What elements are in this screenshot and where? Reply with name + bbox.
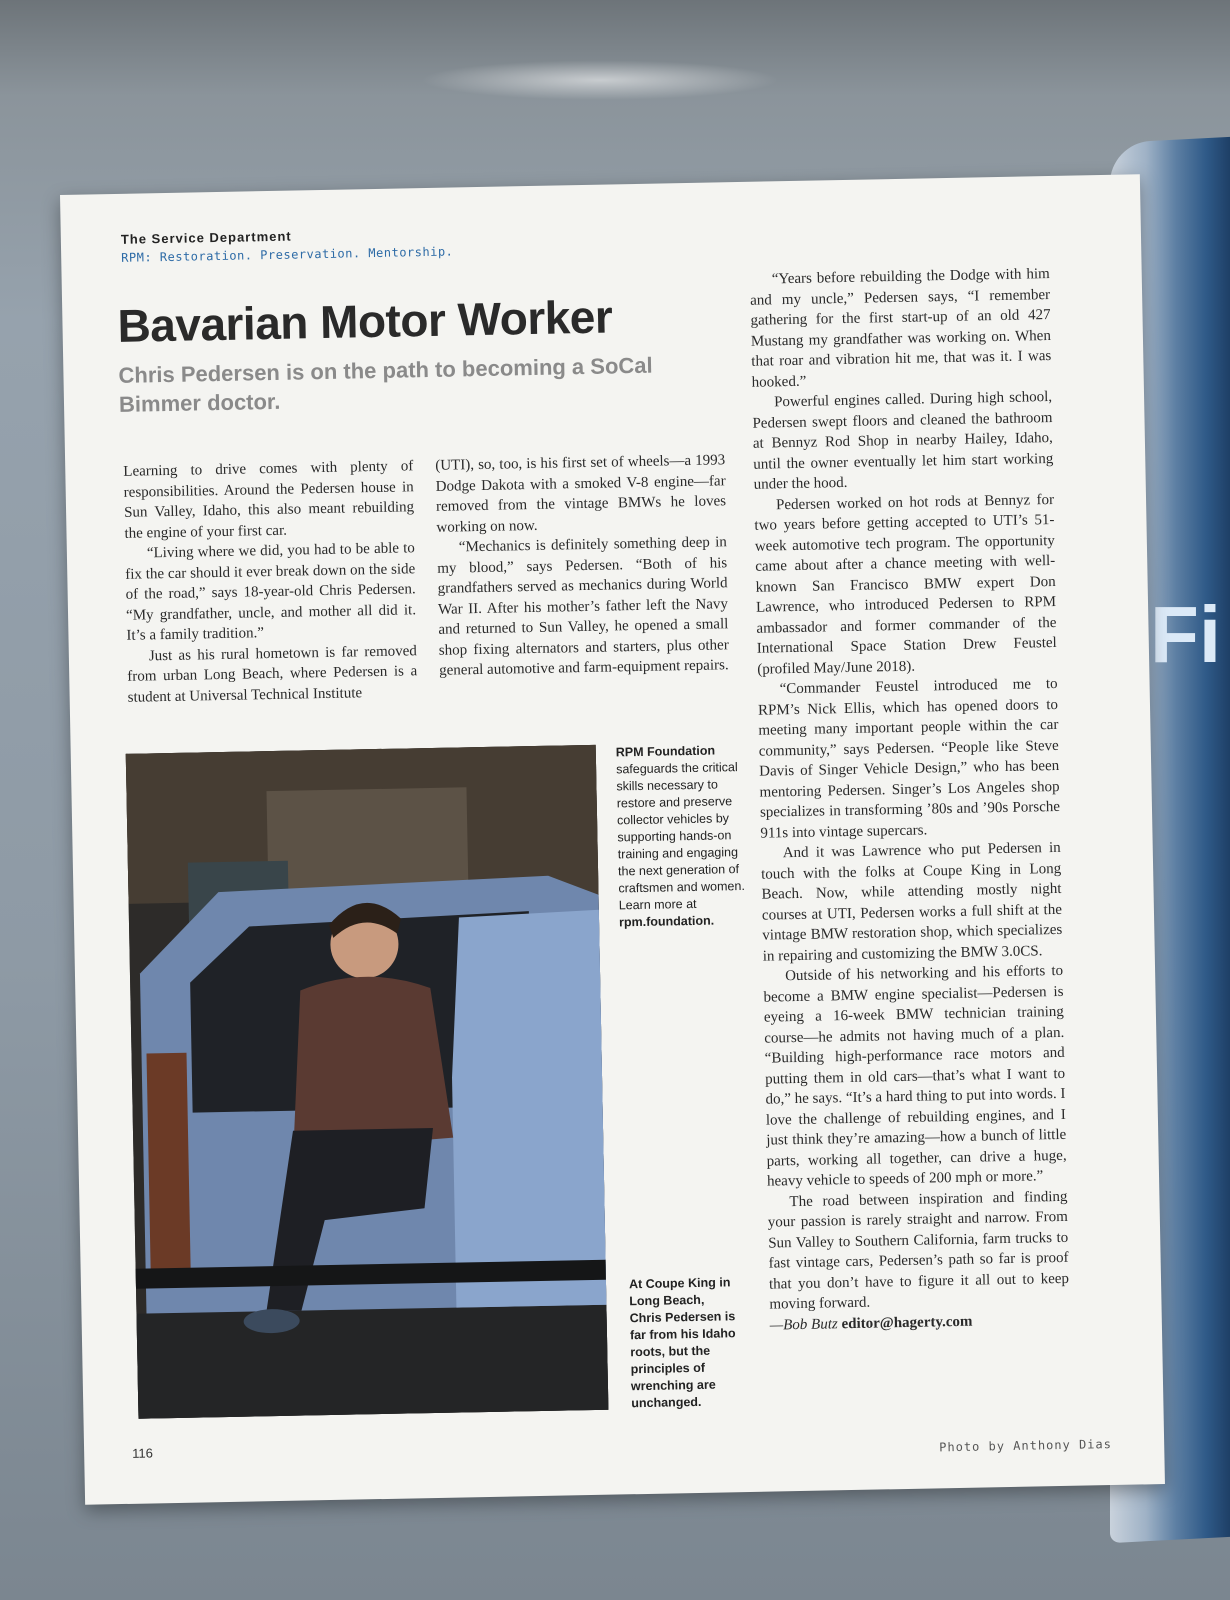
adjacent-page-fragment: Fi (1150, 590, 1222, 679)
department-title: The Service Department (120, 228, 292, 247)
paragraph: Just as his rural hometown is far removed from urban Long Beach, where Pedersen is a student at Universal Technical Institute (127, 642, 418, 706)
article-photo (126, 745, 609, 1419)
page-number: 116 (132, 1445, 154, 1461)
body-column-2 (435, 450, 729, 681)
paragraph: Learning to drive comes with plenty of responsibilities. Around the Pedersen house in Sun Valley, Idaho, this also meant rebuilding the engine of your first car. (123, 458, 415, 542)
paragraph: And it was Lawrence who put Pedersen in touch with the folks at Coupe King in Long Beach. Now, while attending mostly night courses at UTI, Pedersen works a full shift at the vintage BMW restoration shop, which specializes in repairing and customizing the BMW 3.0CS. (761, 839, 1063, 965)
paragraph: “Living where we did, you had to be able to fix the car should it ever break down on the side of the road,” says 18-year-old Chris Pedersen. “My grandfather, uncle, and mother all did it. It’s a family tradition.” (125, 540, 417, 644)
body-column-3 (750, 264, 1070, 1336)
paragraph: Powerful engines called. During high school, Pedersen swept floors and cleaned the bathroom at Bennyz Rod Shop in nearby Hailey, Idaho, until the owner eventually let him start working under the hood. (752, 388, 1054, 493)
sidebar-text: safeguards the critical skills necessary to restore and preserve collector vehicles by supporting hands-on training and engaging the next generation of craftsmen and women. Learn more at (615, 760, 745, 913)
article-deck: Chris Pedersen is on the path to becoming a SoCal Bimmer doctor. (118, 352, 653, 417)
paragraph: The road between inspiration and finding your passion is rarely straight and narrow. From Sun Valley to Southern California, farm trucks to fast vintage cars, Pedersen’s path so far is proof that you don’t have to figure it all out to keep moving forward. (767, 1188, 1070, 1313)
photo-illustration (126, 745, 609, 1419)
car-door (449, 910, 607, 1308)
paragraph: Outside of his networking and his efforts to become a BMW engine specialist—Pedersen is eyeing a 16-week BMW technician training course—he admits not having much of a plan. “Building high-performance race motors and putting them in old cars—that’s what I want to do,” he says. “It’s a hard thing to put into words. I love the challenge of rebuilding engines, and I just think they’re amazing—how a bunch of little parts, working all together, can drive a huge, heavy vehicle to speeds of 200 mph or more.” (763, 962, 1067, 1190)
body-column-1 (123, 456, 418, 708)
tabletop-glare (420, 60, 780, 100)
paragraph: Pedersen worked on hot rods at Bennyz for two years before getting accepted to UTI’s 51-week automotive tech program. The opportunity came about after a chance meeting with well-known San Francisco BMW expert Don Lawrence, who introduced Pedersen to RPM ambassador and former commander of the International Space Station Drew Feustel (profiled May/June 2018). (754, 491, 1057, 678)
photo-credit: Photo by Anthony Dias (939, 1437, 1113, 1455)
photo-caption: At Coupe King in Long Beach, Chris Pedersen is far from his Idaho roots, but the principles of wrenching are unchanged. (628, 1275, 736, 1411)
paragraph: “Commander Feustel introduced me to RPM’s Nick Ellis, which has opened doors to meeting many important people within the car community,” says Pedersen. “People like Steve Davis of Singer Vehicle Design,” who has been mentoring Pedersen. Singer’s Los Angeles shop specializes in transforming ’80s and ’90s Porsche 911s into vintage supercars. (757, 675, 1061, 842)
author-signoff: —Bob Butz (769, 1315, 838, 1334)
sidebar-title: RPM Foundation (615, 743, 716, 760)
paragraph: “Years before rebuilding the Dodge with him and my uncle,” Pedersen says, “I remember gathering for the first start-up of an old 427 Mustang my grandfather was working on. When that roar and vibration hit me, that was it. I was hooked.” (749, 266, 1052, 391)
sidebar-link[interactable]: rpm.foundation. (618, 913, 715, 930)
paragraph: “Mechanics is definitely something deep in my blood,” says Pedersen. “Both of his grandfathers served as mechanics during World War II. After his mother’s father left the Navy and returned to Sun Valley, he opened a small shop fixing alternators and starters, plus other general automotive and farm-equipment repairs. (437, 534, 729, 679)
article-headline: Bavarian Motor Worker (117, 290, 613, 352)
door-panel (146, 1053, 190, 1274)
paragraph: (UTI), so, too, is his first set of wheels—a 1993 Dodge Dakota with a smoked V-8 engine—far removed from the vintage BMWs he loves working on now. (435, 452, 727, 536)
magazine-page (60, 174, 1165, 1504)
person-shirt (290, 975, 453, 1151)
sidebar-note (616, 742, 750, 931)
department-tagline: RPM: Restoration. Preservation. Mentorship. (121, 244, 454, 265)
editor-email: editor@hagerty.com (841, 1313, 973, 1332)
